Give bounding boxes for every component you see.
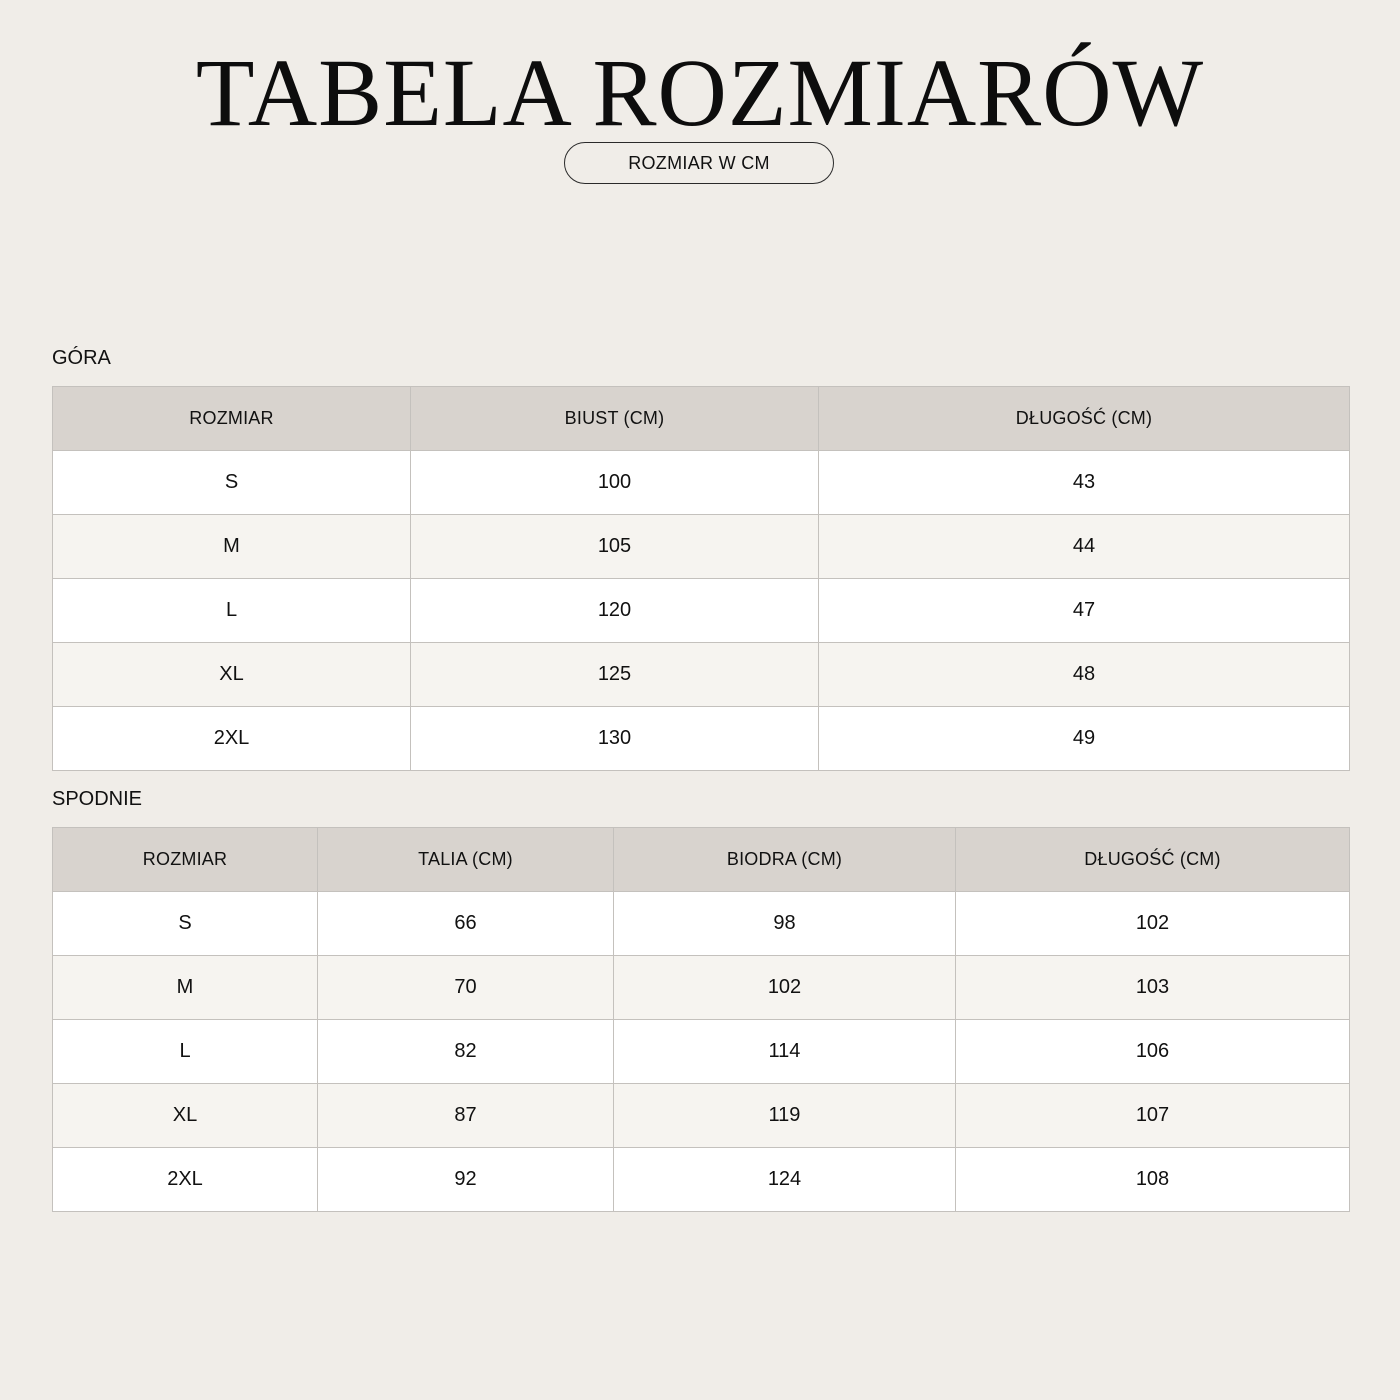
column-header-rozmiar: ROZMIAR bbox=[53, 828, 318, 892]
table-cell: L bbox=[53, 579, 411, 643]
table-cell: 87 bbox=[318, 1084, 614, 1148]
table-row bbox=[53, 956, 1350, 1020]
table-header-row bbox=[53, 828, 1350, 892]
table-cell: M bbox=[53, 956, 318, 1020]
table-row bbox=[53, 1084, 1350, 1148]
table-cell: 114 bbox=[614, 1020, 956, 1084]
table-cell: 44 bbox=[819, 515, 1350, 579]
column-header-dlugosc: DŁUGOŚĆ (CM) bbox=[819, 387, 1350, 451]
table-cell: 106 bbox=[956, 1020, 1350, 1084]
table-row bbox=[53, 579, 1350, 643]
table-cell: 92 bbox=[318, 1148, 614, 1212]
table-cell: 130 bbox=[411, 707, 819, 771]
table-cell: 2XL bbox=[53, 1148, 318, 1212]
unit-badge: ROZMIAR W CM bbox=[564, 142, 834, 184]
table-cell: 103 bbox=[956, 956, 1350, 1020]
size-table-spodnie bbox=[52, 827, 1350, 1212]
column-header-dlugosc: DŁUGOŚĆ (CM) bbox=[956, 828, 1350, 892]
table-row bbox=[53, 1020, 1350, 1084]
table-row bbox=[53, 515, 1350, 579]
table-cell: 70 bbox=[318, 956, 614, 1020]
table-cell: 125 bbox=[411, 643, 819, 707]
table-header-row bbox=[53, 387, 1350, 451]
table-cell: 120 bbox=[411, 579, 819, 643]
table-cell: M bbox=[53, 515, 411, 579]
table-cell: 98 bbox=[614, 892, 956, 956]
table-cell: 43 bbox=[819, 451, 1350, 515]
table-cell: 105 bbox=[411, 515, 819, 579]
column-header-rozmiar: ROZMIAR bbox=[53, 387, 411, 451]
table-cell: 66 bbox=[318, 892, 614, 956]
table-row bbox=[53, 643, 1350, 707]
table-cell: 102 bbox=[956, 892, 1350, 956]
table-cell: XL bbox=[53, 643, 411, 707]
table-cell: 108 bbox=[956, 1148, 1350, 1212]
table-cell: 2XL bbox=[53, 707, 411, 771]
table-cell: L bbox=[53, 1020, 318, 1084]
table-cell: S bbox=[53, 451, 411, 515]
column-header-biodra: BIODRA (CM) bbox=[614, 828, 956, 892]
table-row bbox=[53, 707, 1350, 771]
size-table-gora bbox=[52, 386, 1350, 771]
table-cell: 48 bbox=[819, 643, 1350, 707]
table-row bbox=[53, 1148, 1350, 1212]
table-cell: 124 bbox=[614, 1148, 956, 1212]
table-row bbox=[53, 892, 1350, 956]
page-title: TABELA ROZMIARÓW bbox=[195, 39, 1205, 146]
table-cell: XL bbox=[53, 1084, 318, 1148]
section-label-gora: GÓRA bbox=[52, 347, 111, 369]
table-cell: S bbox=[53, 892, 318, 956]
section-label-spodnie: SPODNIE bbox=[52, 788, 143, 810]
table-cell: 119 bbox=[614, 1084, 956, 1148]
column-header-biust: BIUST (CM) bbox=[411, 387, 819, 451]
table-cell: 47 bbox=[819, 579, 1350, 643]
table-cell: 82 bbox=[318, 1020, 614, 1084]
table-cell: 107 bbox=[956, 1084, 1350, 1148]
table-row bbox=[53, 451, 1350, 515]
table-cell: 102 bbox=[614, 956, 956, 1020]
column-header-talia: TALIA (CM) bbox=[318, 828, 614, 892]
table-cell: 49 bbox=[819, 707, 1350, 771]
table-cell: 100 bbox=[411, 451, 819, 515]
